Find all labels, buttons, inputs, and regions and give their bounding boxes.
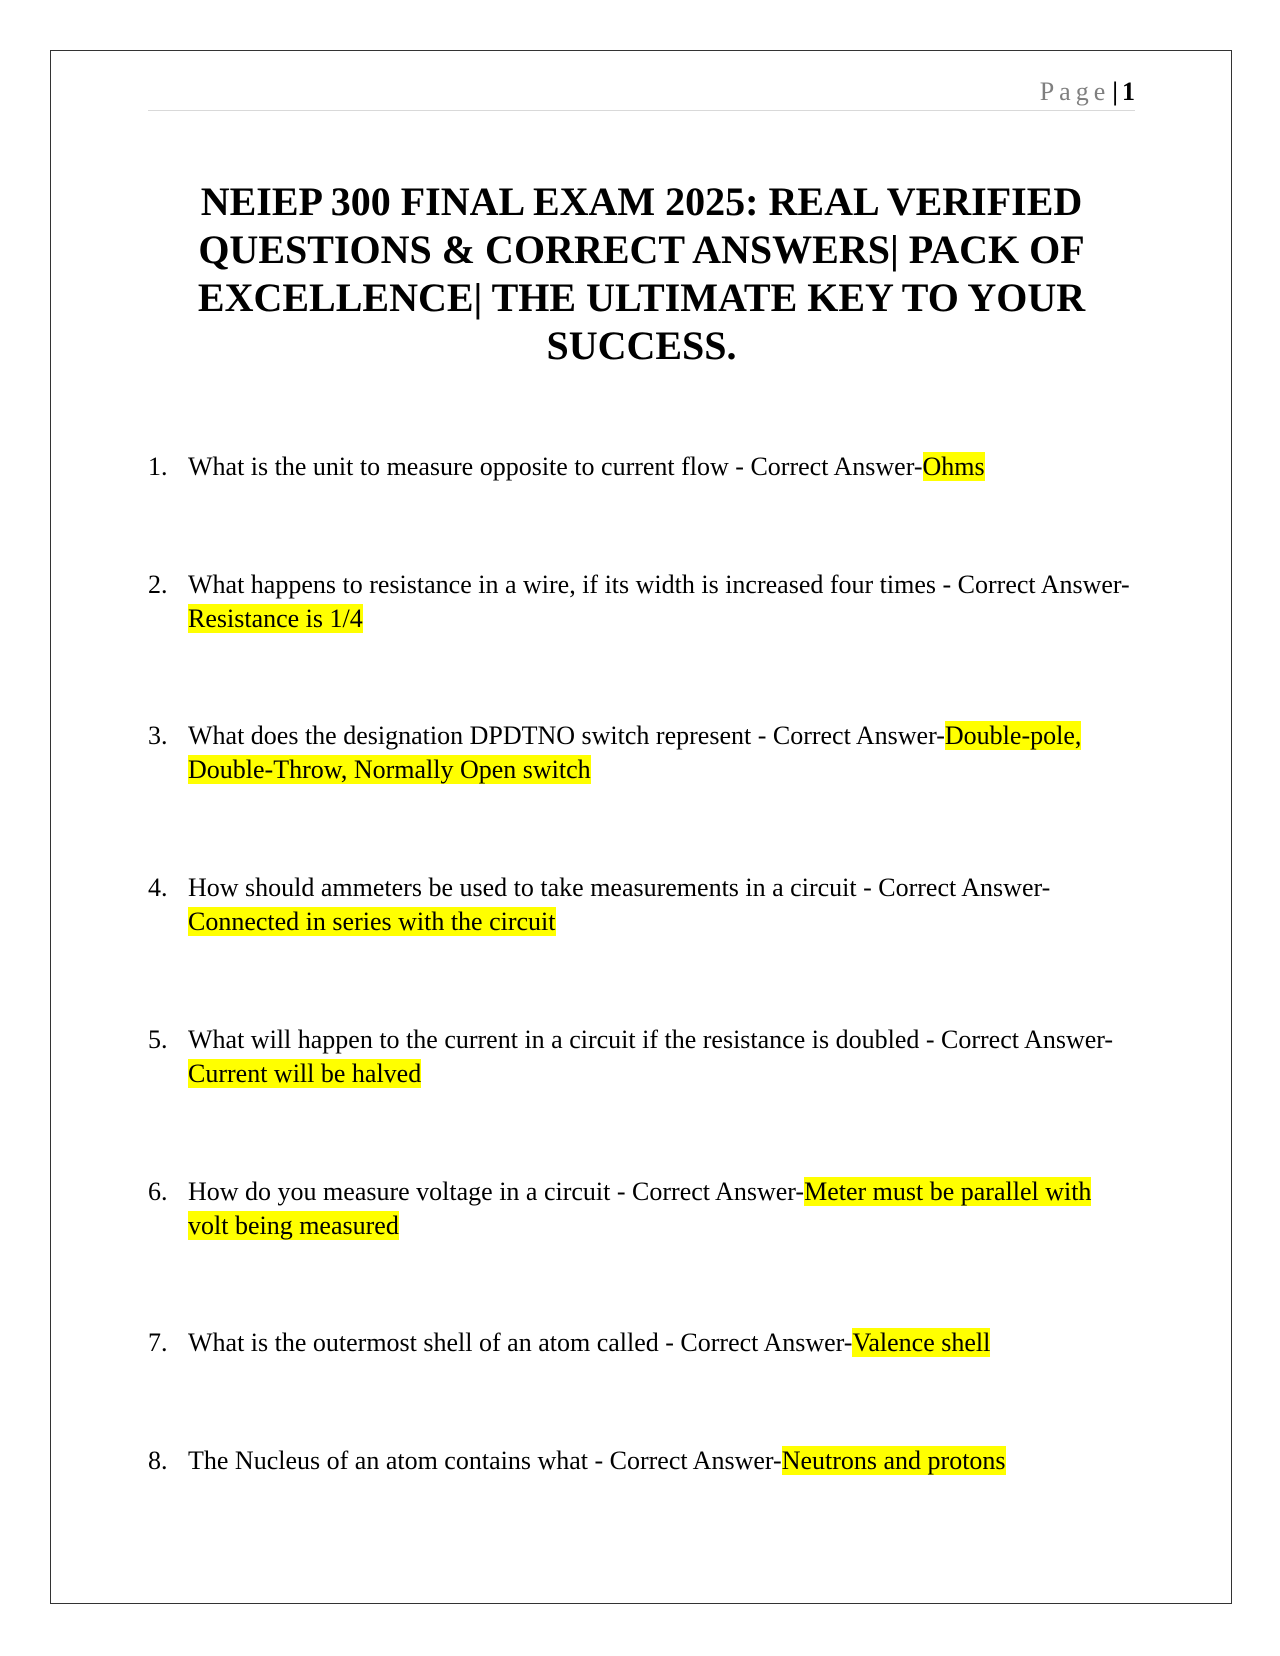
question-text: What does the designation DPDTNO switch represent - Correct Answer- bbox=[188, 721, 945, 750]
question-text: What is the unit to measure opposite to current flow - Correct Answer- bbox=[188, 452, 923, 481]
page-header bbox=[148, 74, 1135, 111]
question-item bbox=[148, 719, 1138, 787]
question-body bbox=[188, 1023, 1138, 1091]
question-number: 7. bbox=[148, 1328, 168, 1357]
question-item bbox=[148, 450, 1138, 484]
question-number: 3. bbox=[148, 721, 168, 750]
question-text: What is the outermost shell of an atom called - Correct Answer- bbox=[188, 1328, 853, 1357]
page-number: 1 bbox=[1122, 77, 1135, 106]
question-body bbox=[188, 871, 1138, 939]
question-body bbox=[188, 719, 1138, 787]
question-number: 5. bbox=[148, 1025, 168, 1054]
question-body bbox=[188, 568, 1138, 636]
highlighted-answer: Meter must be parallel with volt being measured bbox=[188, 1177, 1092, 1240]
highlighted-answer: Valence shell bbox=[852, 1328, 991, 1357]
question-text: How do you measure voltage in a circuit - Correct Answer- bbox=[188, 1177, 805, 1206]
page-label: Page bbox=[1039, 77, 1111, 106]
question-item bbox=[148, 1326, 1138, 1360]
highlighted-answer: Double-pole, Double-Throw, Normally Open switch bbox=[188, 721, 1082, 784]
question-body bbox=[188, 1326, 1138, 1360]
question-text: The Nucleus of an atom contains what - Correct Answer- bbox=[188, 1446, 782, 1475]
question-number: 1. bbox=[148, 452, 168, 481]
question-number: 6. bbox=[148, 1177, 168, 1206]
question-number: 4. bbox=[148, 873, 168, 902]
highlighted-answer: Resistance is 1/4 bbox=[188, 604, 363, 633]
question-item bbox=[148, 568, 1138, 636]
question-body bbox=[188, 450, 1138, 484]
question-body bbox=[188, 1175, 1138, 1243]
question-body bbox=[188, 1444, 1138, 1478]
highlighted-answer: Ohms bbox=[922, 452, 985, 481]
highlighted-answer: Connected in series with the circuit bbox=[188, 907, 556, 936]
question-text: How should ammeters be used to take measurements in a circuit - Correct Answer- bbox=[188, 873, 1051, 902]
question-text: What will happen to the current in a circuit if the resistance is doubled - Correct Answer- bbox=[188, 1025, 1114, 1054]
question-item bbox=[148, 871, 1138, 939]
question-number: 2. bbox=[148, 570, 168, 599]
question-text: What happens to resistance in a wire, if its width is increased four times - Correct Answer- bbox=[188, 570, 1130, 599]
question-item bbox=[148, 1175, 1138, 1243]
document-title: NEIEP 300 FINAL EXAM 2025: REAL VERIFIED QUESTIONS & CORRECT ANSWERS| PACK OF EXCELLENCE| THE ULTIMATE KEY TO YOUR SUCCESS. bbox=[197, 179, 1086, 368]
page-separator: | bbox=[1112, 77, 1118, 106]
question-item bbox=[148, 1023, 1138, 1091]
highlighted-answer: Current will be halved bbox=[188, 1059, 422, 1088]
highlighted-answer: Neutrons and protons bbox=[781, 1446, 1006, 1475]
question-item bbox=[148, 1444, 1138, 1478]
question-number: 8. bbox=[148, 1446, 168, 1475]
